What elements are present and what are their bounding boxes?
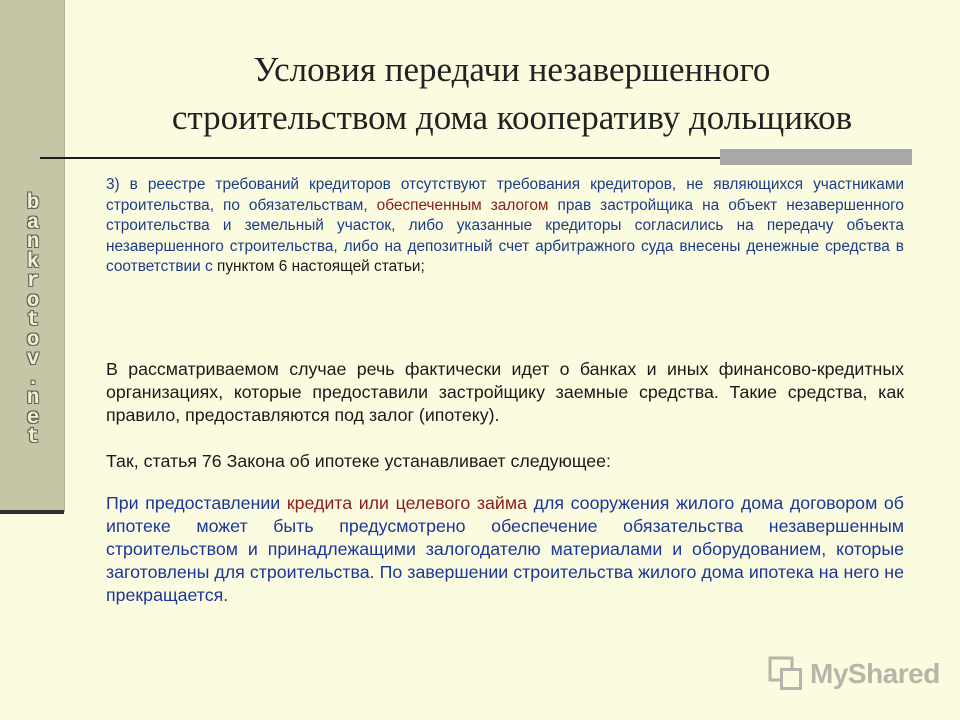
watermark-letter: k (26, 250, 40, 274)
watermark-letter: b (26, 192, 40, 215)
quote-paragraph-small (106, 175, 904, 278)
sidebar-divider (0, 510, 64, 514)
myshared-watermark (768, 656, 940, 692)
watermark-letter: a (26, 211, 40, 235)
quote-paragraph-blue (106, 492, 904, 607)
watermark-letter: . (26, 367, 40, 391)
watermark-letter: t (26, 426, 40, 449)
watermark-letter: v (26, 348, 40, 371)
text-segment: прав застройщика на объект незавершенного строительства и земельный участок, либо указанные кредиторы согласились на передачу объекта незавершенного строительства, либо на депозитный счет арбитражного суда внесены денежные средства в соответствии с (106, 196, 904, 275)
slide-title (64, 46, 960, 142)
watermark-letter: n (26, 387, 40, 410)
sidebar-band (0, 0, 65, 512)
text-segment: При предоставлении (106, 493, 287, 513)
text-segment: для сооружения жилого дома договором об ипотеке может быть предусмотрено обеспечение обязательства незавершенным строительством и принадлежащими залогодателю материалами и оборудованием, которые заготовлены для строительства. По завершении строительства жилого дома ипотека на него не прекращается. (106, 493, 904, 605)
highlight-text: обеспеченным залогом (376, 196, 549, 214)
myshared-brand: MyShared (810, 658, 940, 689)
title-line-2: строительством дома кооперативу дольщиков (171, 98, 853, 137)
myshared-logo-icon (768, 656, 804, 692)
title-line-1: Условия передачи незавершенного (253, 50, 771, 89)
title-accent-bar (720, 149, 912, 165)
sidebar-watermark (22, 194, 44, 448)
watermark-letter: e (26, 406, 40, 430)
watermark-letter: o (26, 328, 40, 352)
watermark-letter: t (26, 309, 40, 332)
body-paragraph-1: В рассматриваемом случае речь фактически идет о банках и иных финансово-кредитных организациях, которые предоставили застройщику заемные средства. Такие средства, как правило, предоставляются под залог (ипотеку). (106, 359, 904, 425)
text-segment: 3) в реестре требований кредиторов отсутствуют требования кредиторов, не являющихся участниками строительства, по обязательствам, (106, 176, 904, 214)
title-rule (40, 157, 720, 159)
watermark-letter: n (26, 231, 40, 254)
watermark-letter: r (26, 270, 40, 293)
text-segment: пунктом 6 настоящей статьи; (217, 258, 425, 275)
highlight-text: кредита или целевого займа (286, 493, 527, 513)
watermark-letter: o (26, 289, 40, 313)
body-paragraph-2: Так, статья 76 Закона об ипотеке устанавливает следующее: (106, 451, 612, 471)
